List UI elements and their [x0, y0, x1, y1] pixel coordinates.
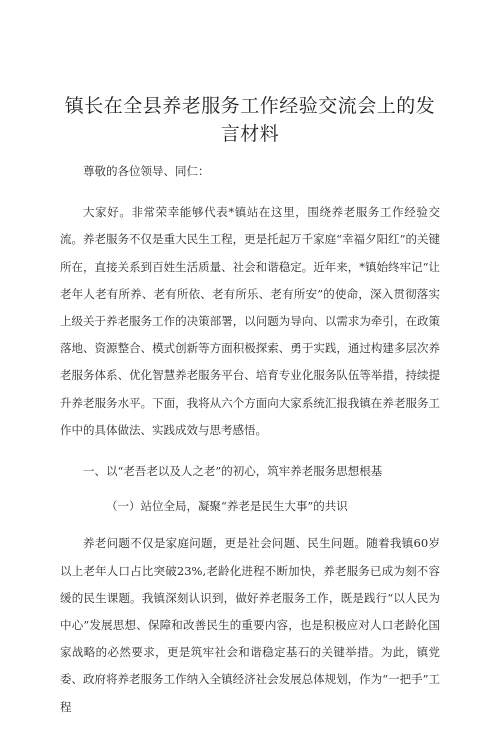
paragraph-section-1-1: 养老问题不仅是家庭问题，更是社会问题、民生问题。随着我镇60岁以上老年人口占比突破23%,老龄化进程不断加快，养老服务已成为刻不容缓的民生课题。我镇深刻认识到，做好养老服务工作，既是践行“以人民为中心”发展思想、保障和改善民生的重要内容，也是积极应对人口老龄化国家战略的必然要求，更是筑牢社会和谐稳定基石的关键举措。为此，镇党委、政府将养老服务工作纳入全镇经济社会发展总体规划，作为“一把手”工程	[60, 536, 440, 714]
subsection-heading-1-1: （一）站位全局，凝聚“养老是民生大事”的共识	[106, 499, 348, 514]
document-body	[60, 158, 440, 735]
salutation: 尊敬的各位领导、同仁：	[83, 164, 210, 178]
paragraph-intro: 大家好。非常荣幸能够代表*镇站在这里，围绕养老服务工作经验交流。养老服务不仅是重大民生工程，更是托起万千家庭“幸福夕阳红”的关键所在，直接关系到百姓生活质量、社会和谐稳定。近年来，*镇始终牢记“让老年人老有所养、老有所依、老有所乐、老有所安”的使命，深入贯彻落实上级关于养老服务工作的决策部署，以问题为导向、以需求为牵引，在政策落地、资源整合、模式创新等方面积极探索、勇于实践，通过构建多层次养老服务体系、优化智慧养老服务平台、培育专业化服务队伍等举措，持续提升养老服务水平。下面，我将从六个方面向大家系统汇报我镇在养老服务工作中的具体做法、实践成效与思考感悟。	[60, 205, 440, 437]
document-title: 镇长在全县养老服务工作经验交流会上的发言材料	[64, 95, 436, 145]
section-heading-1: 一、以“老吾老以及人之老”的初心，筑牢养老服务思想根基	[83, 464, 383, 479]
